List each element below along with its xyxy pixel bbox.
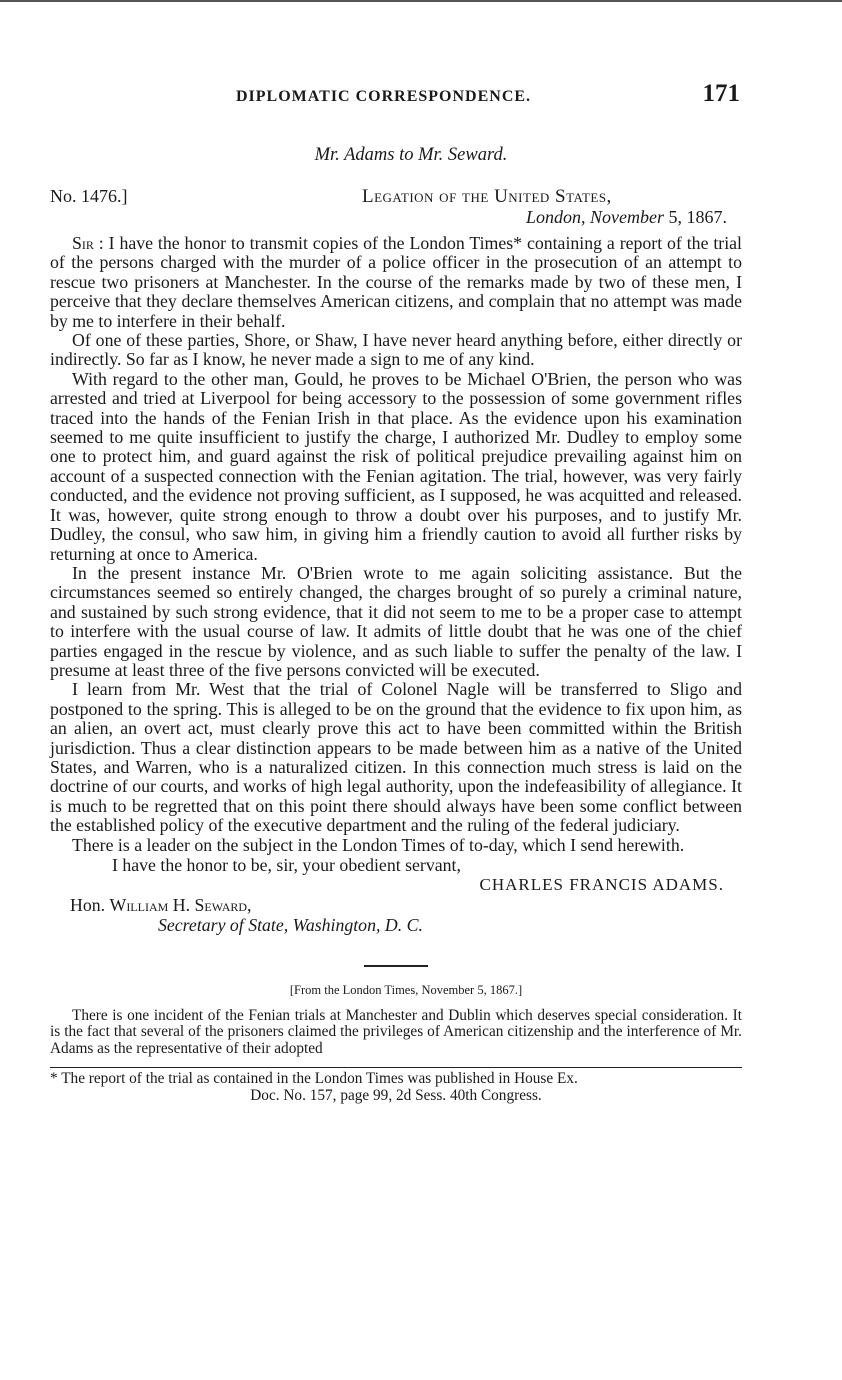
letter-heading: Mr. Adams to Mr. Seward. xyxy=(314,145,508,165)
enclosure-article xyxy=(50,1008,742,1057)
letter-dateline xyxy=(50,180,742,228)
letter-paragraph xyxy=(50,234,742,331)
top-border-rule xyxy=(0,0,842,2)
date: 5, 1867. xyxy=(668,207,727,227)
legation-name: Legation of the United States, xyxy=(362,186,612,207)
signature: CHARLES FRANCIS ADAMS. xyxy=(479,875,724,894)
addressee xyxy=(70,895,742,915)
addressee-name: William H. Seward, xyxy=(109,895,252,915)
addressee-prefix: Hon. xyxy=(70,895,106,915)
letter-paragraph: Of one of these parties, Shore, or Shaw, I have never heard anything before, either directly or indirectly. So far as I know, he never made a sign to me of any kind. xyxy=(50,330,742,370)
place-and-date xyxy=(526,207,727,228)
despatch-number: No. 1476.] xyxy=(50,186,128,206)
document-page xyxy=(50,80,742,1104)
letter-closing xyxy=(50,855,742,935)
footnote-line: Doc. No. 157, page 99, 2d Sess. 40th Congress. xyxy=(250,1087,542,1105)
running-header xyxy=(50,80,742,116)
place: London, November xyxy=(526,207,664,227)
letter-paragraph: I learn from Mr. West that the trial of Colonel Nagle will be transferred to Sligo and postponed to the spring. This is alleged to be on the ground that the evidence to fix upon him, as an alien, an overt act, must clearly prove this act to have been committed within the British jurisdiction. Thus a clear distinction appears to be made between him as a native of the United States, and Warren, who is a naturalized citizen. In this connection much stress is laid on the doctrine of our courts, and works of high legal authority, upon the indefeasibility of allegiance. It is much to be regretted that on this point there should always have been some conflict between the established policy of the executive department and the ruling of the federal judiciary. xyxy=(50,679,742,836)
enclosure-source-note: [From the London Times, November 5, 1867.] xyxy=(289,983,523,997)
letter-body xyxy=(50,234,742,855)
section-divider xyxy=(364,965,428,967)
footnote-rule xyxy=(50,1067,742,1068)
complimentary-close: I have the honor to be, sir, your obedient servant, xyxy=(112,855,461,875)
letter-paragraph: With regard to the other man, Gould, he proves to be Michael O'Brien, the person who was arrested and tried at Liverpool for being accessory to the possession of some government rifles traced into the hands of the Fenian Irish in that place. As the evidence upon his examination seemed to me quite insufficient to justify the charge, I authorized Mr. Dudley to employ some one to protect him, and guard against the risk of political prejudice prevailing against him on account of a suspected connection with the Fenian agitation. The trial, however, was very fairly conducted, and the evidence not proving sufficient, as I supposed, he was acquitted and released. It was, however, quite strong enough to throw a doubt over his purposes, and to justify Mr. Dudley, the consul, who saw him, in giving him a friendly caution to avoid all further risks by returning at once to America. xyxy=(50,368,742,564)
page-number: 171 xyxy=(702,80,740,107)
running-title: DIPLOMATIC CORRESPONDENCE. xyxy=(236,88,532,105)
article-paragraph: There is one incident of the Fenian trials at Manchester and Dublin which deserves special consideration. It is the fact that several of the prisoners claimed the privileges of American citizenship and the interference of Mr. Adams as the representative of their adopted xyxy=(50,1007,742,1057)
paragraph-text: I have the honor to transmit copies of the London Times* containing a report of the trial of the persons charged with the murder of a police officer in the prosecution of an attempt to rescue two prisoners at Manchester. In the course of the remarks made by two of these men, I perceive that they declare themselves American citizens, and complain that no attempt was made by me to interfere in their behalf. xyxy=(50,233,742,331)
letter-paragraph: There is a leader on the subject in the London Times of to-day, which I send herewith. xyxy=(72,834,685,855)
salutation: Sir : xyxy=(72,233,104,253)
footnote-line: * The report of the trial as contained in the London Times was published in House Ex. xyxy=(50,1070,578,1088)
letter-paragraph: In the present instance Mr. O'Brien wrote to me again soliciting assistance. But the circumstances seemed so entirely changed, the charges brought of so purely a criminal nature, and sustained by such strong evidence, that it did not seem to me to be a proper case to attempt to interfere with the usual course of law. It admits of little doubt that he was one of the chief parties engaged in the rescue by violence, and as such liable to suffer the penalty of the law. I presume at least three of the five persons convicted will be executed. xyxy=(50,562,742,680)
addressee-title: Secretary of State, Washington, D. C. xyxy=(158,915,423,935)
footnote xyxy=(50,1070,742,1104)
